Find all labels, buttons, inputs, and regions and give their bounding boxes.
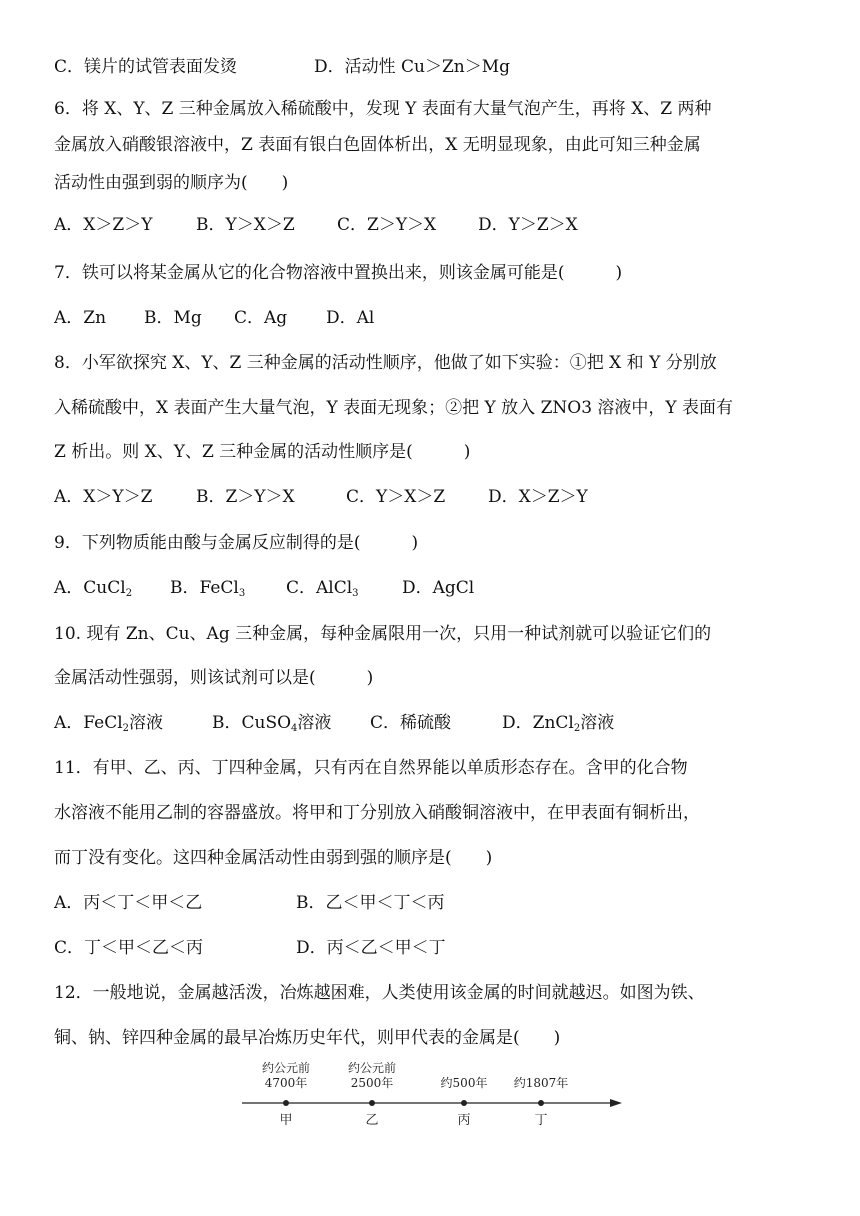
q10-option-a-text: A．FeCl (54, 713, 123, 733)
q11-line-1: 11．有甲、乙、丙、丁四种金属，只有丙在自然界能以单质形态存在。含甲的化合物 (54, 758, 688, 778)
q11-line-2: 水溶液不能用乙制的容器盛放。将甲和丁分别放入硝酸铜溶液中，在甲表面有铜析出， (54, 803, 700, 823)
q8-option-c: C．Y＞X＞Z (346, 487, 446, 507)
q12-line-1: 12．一般地说，金属越活泼，冶炼越困难，人类使用该金属的时间就越迟。如图为铁、 (54, 983, 705, 1003)
q9-option-c (286, 577, 359, 599)
q12-timeline-figure (238, 1058, 628, 1134)
q9-option-b-text: B．FeCl (170, 578, 239, 598)
timeline-label-bottom-2: 2500年 (350, 1076, 394, 1090)
q10-option-a (54, 712, 163, 734)
q8-option-b: B．Z＞Y＞X (196, 487, 295, 507)
q6-option-c: C．Z＞Y＞X (337, 215, 437, 235)
q7-option-b: B．Mg (144, 308, 202, 328)
timeline-label-top-1: 约公元前 (261, 1061, 311, 1075)
q9-option-b-sub: 3 (238, 588, 246, 599)
q9-option-a-sub: 2 (125, 588, 133, 599)
q9-option-c-sub: 3 (352, 588, 359, 599)
q6-option-b: B．Y＞X＞Z (196, 215, 295, 235)
q6-line-2: 金属放入硝酸银溶液中，Z 表面有银白色固体析出，X 无明显现象，由此可知三种金属 (54, 135, 701, 155)
q8-option-a: A．X＞Y＞Z (54, 487, 153, 507)
q12-line-2: 铜、钠、锌四种金属的最早冶炼历史年代，则甲代表的金属是( ) (54, 1028, 561, 1048)
timeline-point-3 (461, 1100, 467, 1106)
q10-option-b-text: B．CuSO (212, 713, 292, 733)
q10-option-b (212, 712, 331, 734)
q10-line-1: 10. 现有 Zn、Cu、Ag 三种金属，每种金属限用一次，只用一种试剂就可以验证它们的 (54, 624, 712, 644)
q7-option-d: D．Al (326, 308, 375, 328)
q9-option-a-text: A．CuCl (54, 578, 126, 598)
q7-option-c: C．Ag (234, 308, 288, 328)
q9-option-c-text: C．AlCl (286, 578, 353, 598)
q9-option-d (402, 577, 474, 599)
q6-line-1: 6．将 X、Y、Z 三种金属放入稀硫酸中，发现 Y 表面有大量气泡产生，再将 X、Z 两种 (54, 99, 712, 119)
q10-option-d-text: D．ZnCl (502, 713, 574, 733)
q10-option-d-sub: 2 (573, 723, 581, 734)
timeline-point-1 (283, 1100, 289, 1106)
timeline-name-2: 乙 (365, 1113, 379, 1128)
q10-option-c (370, 712, 451, 734)
q10-option-c-text: C．稀硫酸 (370, 713, 452, 733)
timeline-label-top-2: 约公元前 (347, 1061, 397, 1075)
q8-option-d: D．X＞Z＞Y (488, 487, 588, 507)
q11-line-3: 而丁没有变化。这四种金属活动性由弱到强的顺序是( ) (54, 848, 493, 868)
q5-option-c: C．镁片的试管表面发烫 (54, 57, 238, 77)
timeline-label-bottom-4: 约1807年 (513, 1076, 569, 1090)
q9-option-a (54, 577, 132, 599)
q9-option-b (170, 577, 245, 599)
timeline-label-bottom-1: 4700年 (264, 1076, 308, 1090)
timeline-name-4: 丁 (534, 1113, 548, 1128)
q6-option-d: D．Y＞Z＞X (478, 215, 578, 235)
q10-line-2: 金属活动性强弱，则该试剂可以是( ) (54, 668, 374, 688)
timeline-arrow-icon (610, 1099, 622, 1107)
timeline-name-1: 甲 (279, 1113, 293, 1128)
q10-option-b-suffix: 溶液 (297, 713, 332, 733)
q10-option-a-suffix: 溶液 (129, 713, 164, 733)
timeline-point-4 (538, 1100, 544, 1106)
q11-option-b: B．乙＜甲＜丁＜丙 (296, 893, 445, 913)
q6-line-3: 活动性由强到弱的顺序为( ) (54, 173, 289, 193)
q8-line-1: 8．小军欲探究 X、Y、Z 三种金属的活动性顺序，他做了如下实验：①把 X 和 Y 分别放 (54, 353, 717, 373)
timeline-point-2 (369, 1100, 375, 1106)
q7-option-a: A．Zn (54, 308, 107, 328)
q11-option-d: D．丙＜乙＜甲＜丁 (296, 938, 446, 958)
q5-option-d: D．活动性 Cu＞Zn＞Mg (314, 57, 511, 77)
timeline-label-bottom-3: 约500年 (440, 1076, 488, 1090)
q10-option-b-sub: 4 (291, 723, 298, 734)
q6-option-a: A．X＞Z＞Y (54, 215, 153, 235)
q8-line-3: Z 析出。则 X、Y、Z 三种金属的活动性顺序是( ) (54, 442, 471, 462)
q11-option-c: C．丁＜甲＜乙＜丙 (54, 938, 204, 958)
q9-line-1: 9．下列物质能由酸与金属反应制得的是( ) (54, 533, 419, 553)
q9-option-d-text: D．AgCl (402, 578, 475, 598)
q7-line-1: 7．铁可以将某金属从它的化合物溶液中置换出来，则该金属可能是( ) (54, 263, 623, 283)
q10-option-d (502, 712, 614, 734)
q10-option-a-sub: 2 (122, 723, 130, 734)
q11-option-a: A．丙＜丁＜甲＜乙 (54, 893, 203, 913)
timeline-name-3: 丙 (457, 1113, 471, 1128)
q8-line-2: 入稀硫酸中，X 表面产生大量气泡，Y 表面无现象；②把 Y 放入 ZNO3 溶液中，Y 表面有 (54, 398, 734, 418)
q10-option-d-suffix: 溶液 (580, 713, 615, 733)
